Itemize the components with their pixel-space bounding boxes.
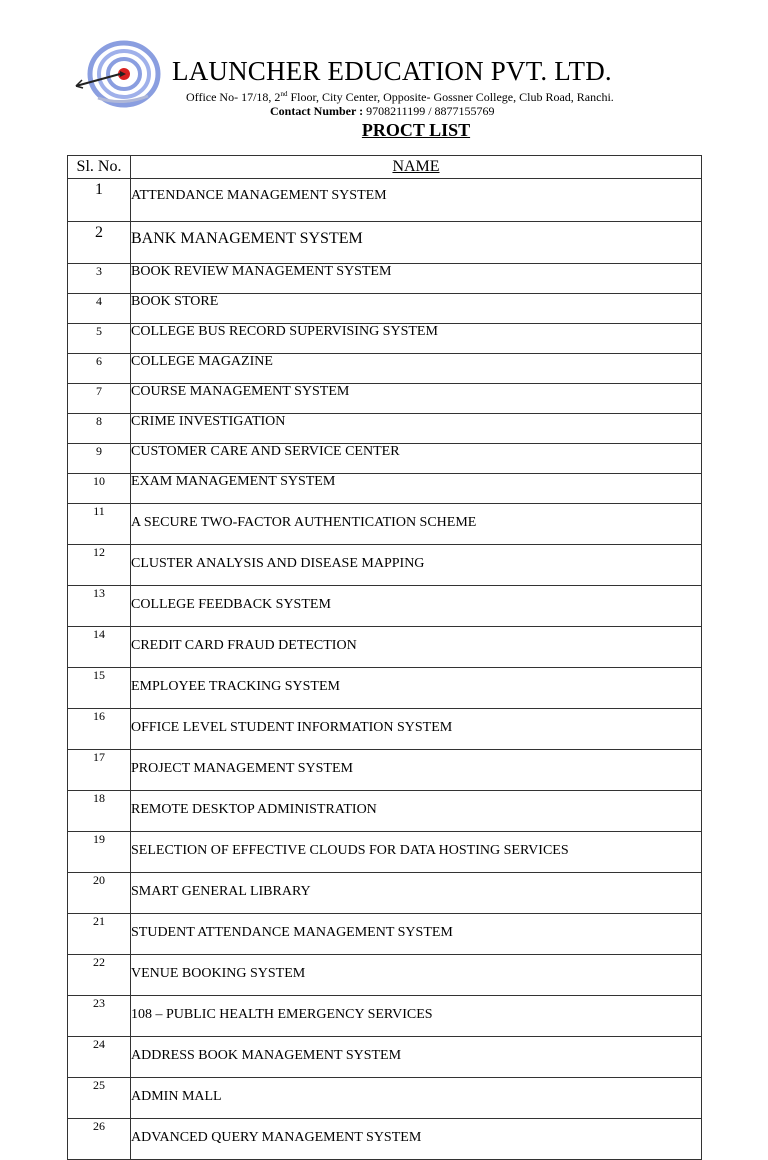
table-row [68, 179, 702, 222]
row-project-name: REMOTE DESKTOP ADMINISTRATION [131, 791, 702, 832]
table-row [68, 545, 702, 586]
row-serial: 9 [68, 444, 131, 474]
target-arrow-logo-icon [72, 40, 162, 108]
row-serial: 2 [68, 222, 131, 264]
table-row [68, 354, 702, 384]
header-name: NAME [131, 156, 702, 179]
row-project-name: ATTENDANCE MANAGEMENT SYSTEM [131, 179, 702, 222]
table-row [68, 384, 702, 414]
row-project-name: 108 – PUBLIC HEALTH EMERGENCY SERVICES [131, 996, 702, 1037]
table-row [68, 1119, 702, 1160]
row-project-name: EXAM MANAGEMENT SYSTEM [131, 474, 702, 504]
table-row [68, 586, 702, 627]
row-project-name: OFFICE LEVEL STUDENT INFORMATION SYSTEM [131, 709, 702, 750]
row-serial: 14 [68, 627, 131, 668]
table-row [68, 627, 702, 668]
document-title: PROCT LIST [361, 120, 471, 140]
row-serial: 5 [68, 324, 131, 354]
row-serial: 8 [68, 414, 131, 444]
table-row [68, 955, 702, 996]
row-serial: 25 [68, 1078, 131, 1119]
row-project-name: SMART GENERAL LIBRARY [131, 873, 702, 914]
row-serial: 21 [68, 914, 131, 955]
table-row [68, 414, 702, 444]
row-serial: 4 [68, 294, 131, 324]
row-serial: 3 [68, 264, 131, 294]
table-row [68, 832, 702, 873]
row-serial: 23 [68, 996, 131, 1037]
table-row [68, 504, 702, 545]
row-project-name: BANK MANAGEMENT SYSTEM [131, 222, 702, 264]
row-serial: 13 [68, 586, 131, 627]
row-project-name: CREDIT CARD FRAUD DETECTION [131, 627, 702, 668]
row-project-name: BOOK STORE [131, 294, 702, 324]
company-name: LAUNCHER EDUCATION PVT. LTD. [172, 56, 612, 86]
row-project-name: A SECURE TWO-FACTOR AUTHENTICATION SCHEME [131, 504, 702, 545]
row-serial: 1 [68, 179, 131, 222]
table-row [68, 324, 702, 354]
office-address [186, 90, 646, 105]
row-serial: 24 [68, 1037, 131, 1078]
row-project-name: CLUSTER ANALYSIS AND DISEASE MAPPING [131, 545, 702, 586]
table-row [68, 222, 702, 264]
row-serial: 18 [68, 791, 131, 832]
row-project-name: CUSTOMER CARE AND SERVICE CENTER [131, 444, 702, 474]
header-serial-number: Sl. No. [68, 156, 131, 179]
table-row [68, 294, 702, 324]
row-serial: 11 [68, 504, 131, 545]
table-row [68, 264, 702, 294]
contact-numbers: 9708211199 / 8877155769 [363, 104, 495, 118]
row-project-name: SELECTION OF EFFECTIVE CLOUDS FOR DATA HOSTING SERVICES [131, 832, 702, 873]
row-project-name: EMPLOYEE TRACKING SYSTEM [131, 668, 702, 709]
row-serial: 19 [68, 832, 131, 873]
contact-line [270, 104, 670, 119]
row-serial: 15 [68, 668, 131, 709]
row-project-name: COURSE MANAGEMENT SYSTEM [131, 384, 702, 414]
row-serial: 10 [68, 474, 131, 504]
table-row [68, 996, 702, 1037]
row-project-name: COLLEGE FEEDBACK SYSTEM [131, 586, 702, 627]
contact-label: Contact Number : [270, 104, 364, 118]
row-project-name: CRIME INVESTIGATION [131, 414, 702, 444]
row-project-name: VENUE BOOKING SYSTEM [131, 955, 702, 996]
table-row [68, 668, 702, 709]
row-project-name: ADDRESS BOOK MANAGEMENT SYSTEM [131, 1037, 702, 1078]
row-project-name: COLLEGE BUS RECORD SUPERVISING SYSTEM [131, 324, 702, 354]
row-serial: 20 [68, 873, 131, 914]
row-serial: 17 [68, 750, 131, 791]
row-project-name: ADMIN MALL [131, 1078, 702, 1119]
address-prefix: Office No- 17/18, 2 [186, 90, 281, 104]
table-row [68, 1037, 702, 1078]
row-serial: 26 [68, 1119, 131, 1160]
table-row [68, 750, 702, 791]
address-suffix: Floor, City Center, Opposite- Gossner College, Club Road, Ranchi. [287, 90, 614, 104]
row-serial: 16 [68, 709, 131, 750]
row-project-name: COLLEGE MAGAZINE [131, 354, 702, 384]
table-header-row [68, 156, 702, 179]
table-row [68, 873, 702, 914]
row-serial: 7 [68, 384, 131, 414]
row-project-name: BOOK REVIEW MANAGEMENT SYSTEM [131, 264, 702, 294]
table-row [68, 1078, 702, 1119]
row-serial: 12 [68, 545, 131, 586]
table-row [68, 791, 702, 832]
row-serial: 22 [68, 955, 131, 996]
table-row [68, 444, 702, 474]
row-project-name: PROJECT MANAGEMENT SYSTEM [131, 750, 702, 791]
row-serial: 6 [68, 354, 131, 384]
project-list-table [67, 155, 702, 1160]
row-project-name: ADVANCED QUERY MANAGEMENT SYSTEM [131, 1119, 702, 1160]
row-project-name: STUDENT ATTENDANCE MANAGEMENT SYSTEM [131, 914, 702, 955]
address-ordinal-suffix: nd [280, 90, 288, 98]
table-row [68, 709, 702, 750]
table-row [68, 474, 702, 504]
table-row [68, 914, 702, 955]
